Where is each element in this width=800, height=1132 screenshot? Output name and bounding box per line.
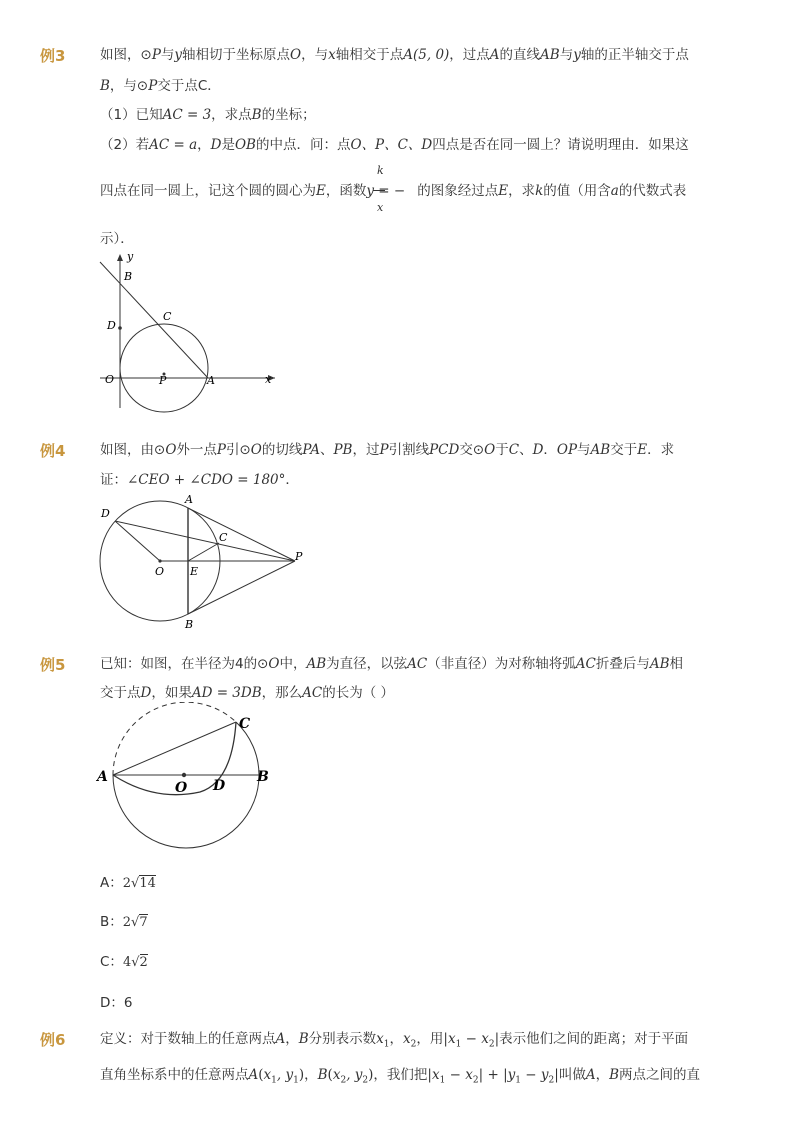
- label-o: O: [155, 565, 165, 578]
- option-a[interactable]: A：2√14: [100, 875, 156, 891]
- example-6-label: 例6: [40, 1031, 66, 1049]
- line-ab: [100, 262, 208, 378]
- label-o: O: [175, 780, 188, 796]
- ex3-line-6: 示）．: [100, 231, 134, 247]
- ex6-line-2: 直角坐标系中的任意两点$A(x_1$, $y_1$)，$B(x_2$, $y_2$)，我们把$|x_1 - x_2| + |y_1 - y_2|$叫做A，B两点之间的直: [100, 1067, 700, 1086]
- y-axis-arrow: [117, 254, 123, 261]
- ex3-line-2: B，与⊙P交于点C．: [100, 78, 221, 94]
- ex4-line-1: 如图，由⊙O外一点P引⊙O的切线PA、PB，过P引割线PCD交⊙O于C、D．OP与AB交于E．求: [100, 442, 675, 458]
- segment-do: [115, 521, 160, 561]
- label-p: P: [159, 374, 167, 387]
- point-o: [182, 773, 186, 777]
- ex3-line-3: （1）已知AC = 3，求点B的坐标；: [100, 107, 316, 123]
- label-e: E: [190, 565, 199, 578]
- ex3-fraction-numerator: k: [377, 164, 384, 177]
- ex6-line-1: 定义：对于数轴上的任意两点A，B分别表示数$x_1$，$x_2$，用$|x_1 - x_2|$表示他们之间的距离；对于平面: [100, 1031, 689, 1050]
- point-d: [118, 326, 122, 330]
- ex5-line-1: 已知：如图，在半径为4的⊙O中，AB为直径，以弦AC（非直径）为对称轴将弧AC折叠后与AB相: [100, 656, 684, 672]
- option-c[interactable]: C：4√2: [100, 954, 148, 970]
- ex5-line-2: 交于点D，如果AD = 3DB，那么AC的长为（ ）: [100, 685, 395, 701]
- example-4-label: 例4: [40, 442, 66, 460]
- label-y: y: [127, 250, 134, 263]
- label-c: C: [239, 716, 251, 732]
- label-c: C: [163, 310, 172, 323]
- label-a: A: [207, 374, 215, 387]
- ex3-fraction-denominator: x: [377, 201, 384, 214]
- ex3-line-5: 四点在同一圆上，记这个圆的圆心为E，函数y = − 的图象经过点E，求k的值（用含a的代数式表: [100, 183, 687, 199]
- label-a: A: [97, 769, 108, 785]
- ex5-figure: [95, 702, 280, 852]
- ex3-line-1: 如图，⊙P与y轴相切于坐标原点O，与x轴相交于点A(5, 0)，过点A的直线AB与y轴的正半轴交于点: [100, 47, 689, 63]
- label-a: A: [185, 493, 193, 506]
- chord-ac: [113, 722, 236, 775]
- circle-p: [120, 324, 208, 412]
- example-3-label: 例3: [40, 47, 66, 65]
- tangent-pb: [188, 561, 295, 614]
- label-d: D: [101, 507, 110, 520]
- segment-ec: [188, 543, 219, 561]
- tangent-pa: [188, 508, 295, 561]
- label-o: O: [105, 373, 115, 386]
- label-x: x: [265, 373, 272, 386]
- label-b: B: [185, 618, 194, 631]
- label-c: C: [219, 531, 228, 544]
- ex4-figure: [95, 492, 310, 632]
- ex3-line-4: （2）若AC = a，D是OB的中点．问：点O、P、C、D四点是否在同一圆上？请说明理由．如果这: [100, 137, 689, 153]
- ex3-figure: [95, 248, 285, 428]
- point-o: [158, 559, 161, 562]
- secant-pd: [115, 521, 295, 561]
- ex4-line-2: 证：∠CEO + ∠CDO = 180°．: [100, 472, 299, 488]
- option-b[interactable]: B：2√7: [100, 914, 148, 930]
- label-b: B: [257, 769, 269, 785]
- label-p: P: [295, 550, 303, 563]
- arc-dashed: [113, 702, 236, 775]
- option-d[interactable]: D：6: [100, 995, 133, 1011]
- example-5-label: 例5: [40, 656, 66, 674]
- label-d: D: [213, 778, 226, 794]
- label-b: B: [124, 270, 133, 283]
- label-d: D: [107, 319, 116, 332]
